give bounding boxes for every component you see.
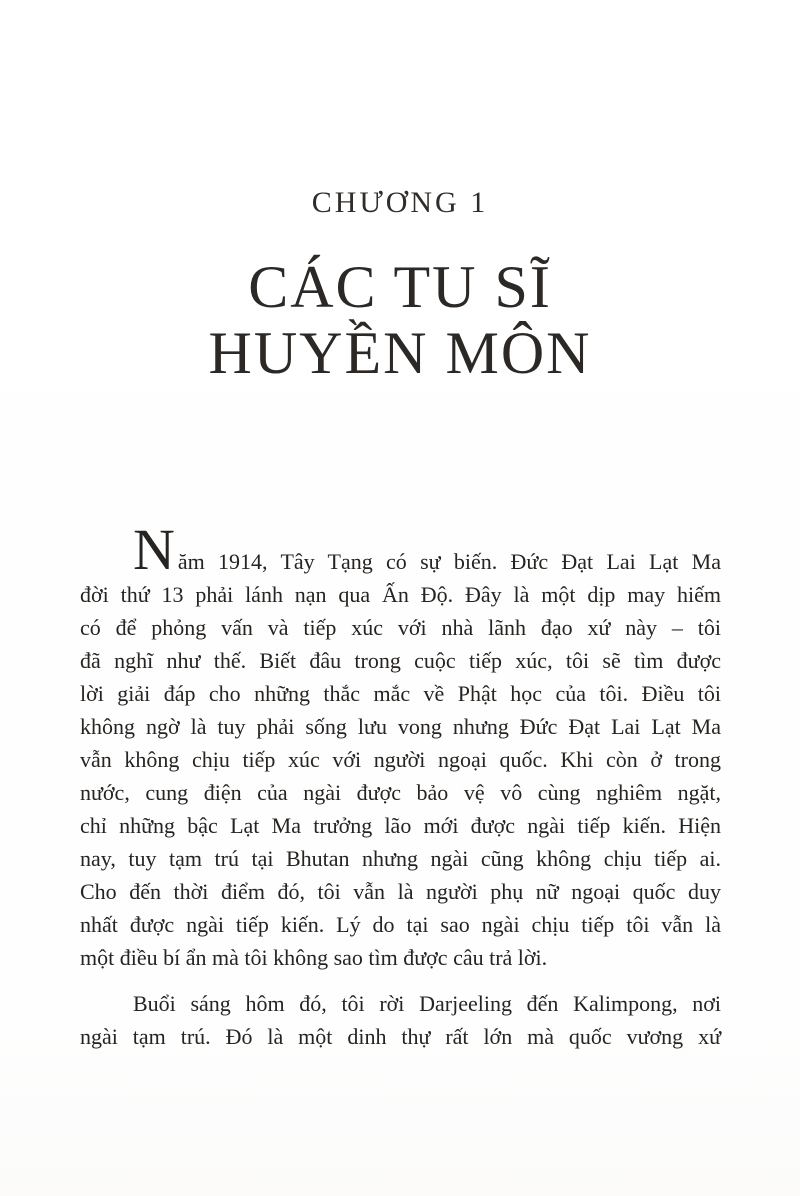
text-line: Buổi sáng hôm đó, tôi rời Darjeeling đến Kalimpong, nơi xyxy=(133,991,721,1016)
text-line: đã nghĩ như thế. Biết đâu trong cuộc tiếp xúc, tôi sẽ tìm được xyxy=(80,648,721,673)
text-line: chỉ những bậc Lạt Ma trưởng lão mới được ngài tiếp kiến. Hiện xyxy=(80,813,721,838)
chapter-title-line1: CÁC TU SĨ xyxy=(248,254,552,320)
text-line: có để phỏng vấn và tiếp xúc với nhà lãnh đạo xứ này – tôi xyxy=(80,615,721,640)
text-line: vẫn không chịu tiếp xúc với người ngoại quốc. Khi còn ở trong xyxy=(80,747,721,772)
text-line: lời giải đáp cho những thắc mắc về Phật học của tôi. Điều tôi xyxy=(80,681,721,706)
text-line: Cho đến thời điểm đó, tôi vẫn là người phụ nữ ngoại quốc duy xyxy=(80,879,721,904)
text-line xyxy=(80,517,721,582)
text-line: không ngờ là tuy phải sống lưu vong nhưng Đức Đạt Lai Lạt Ma xyxy=(80,714,721,739)
paragraph-2 xyxy=(80,987,721,1053)
text-line: nhất được ngài tiếp kiến. Lý do tại sao ngài chịu tiếp tôi vẫn là xyxy=(80,912,721,937)
chapter-label: CHƯƠNG 1 xyxy=(311,186,489,219)
text-line-content: ăm 1914, Tây Tạng có sự biến. Đức Đạt Lai Lạt Ma xyxy=(177,549,721,574)
paragraph-1 xyxy=(80,517,721,974)
chapter-title-line2: HUYỀN MÔN xyxy=(208,320,592,386)
chapter-title xyxy=(0,254,800,386)
text-line: nay, tuy tạm trú tại Bhutan nhưng ngài cũng không chịu tiếp ai. xyxy=(80,846,721,871)
body-text xyxy=(80,517,721,1053)
text-line: nước, cung điện của ngài được bảo vệ vô cùng nghiêm ngặt, xyxy=(80,780,721,805)
drop-cap: N xyxy=(133,517,175,582)
text-line: đời thứ 13 phải lánh nạn qua Ấn Độ. Đây là một dịp may hiếm xyxy=(80,582,721,607)
text-line: một điều bí ẩn mà tôi không sao tìm được câu trả lời. xyxy=(80,945,548,970)
text-line: ngài tạm trú. Đó là một dinh thự rất lớn mà quốc vương xứ xyxy=(80,1024,721,1049)
